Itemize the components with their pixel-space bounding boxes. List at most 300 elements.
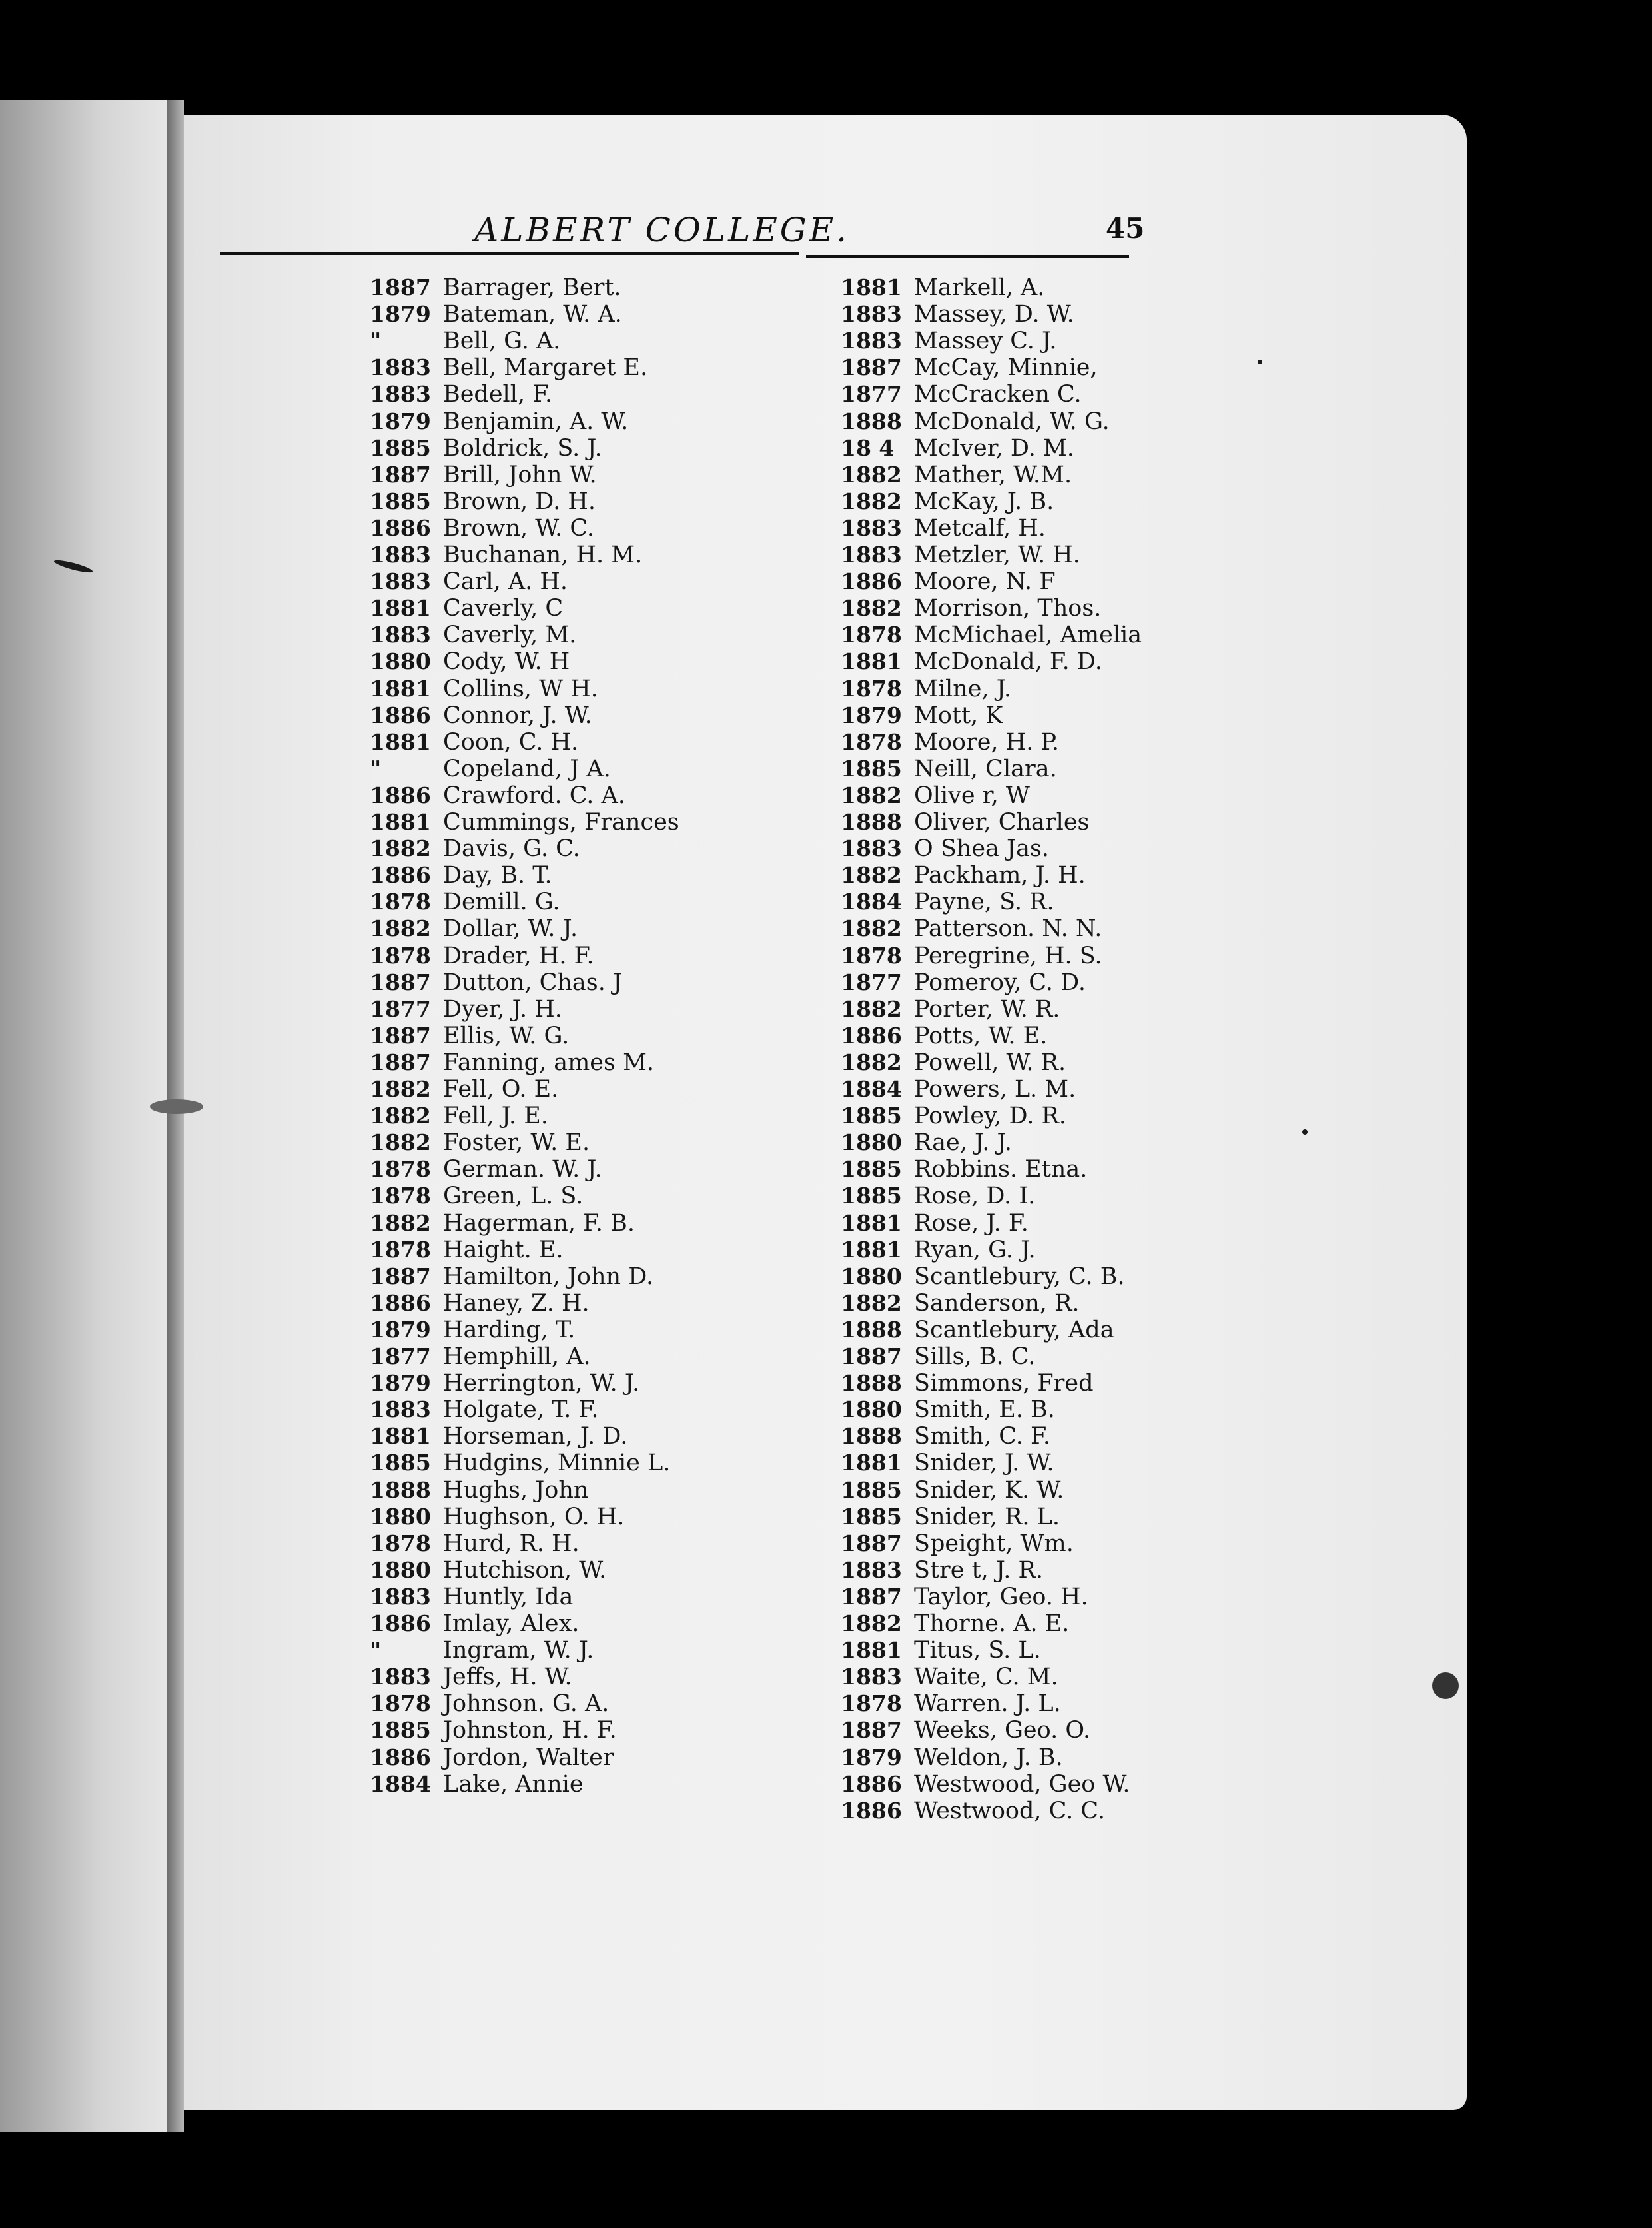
list-item <box>841 862 1086 889</box>
entry-name: Copeland, J A. <box>443 755 611 782</box>
entry-name: Hurd, R. H. <box>443 1530 580 1557</box>
entry-year: 1878 <box>841 675 902 702</box>
entry-year: 1882 <box>841 782 902 808</box>
entry-year: 1882 <box>370 915 431 942</box>
list-item <box>841 1584 1088 1610</box>
list-item <box>370 782 625 809</box>
entry-name: Massey, D. W. <box>914 301 1074 328</box>
entry-year: 1879 <box>841 702 902 728</box>
entry-year: 1888 <box>370 1476 431 1503</box>
entry-name: Demill. G. <box>443 889 560 916</box>
entry-year: 1886 <box>370 862 431 889</box>
entry-year: 1878 <box>841 1690 902 1717</box>
list-item <box>841 1504 1060 1530</box>
entry-year: 1878 <box>370 1530 431 1556</box>
entry-year: 1883 <box>370 1664 431 1690</box>
entry-name: Powers, L. M. <box>914 1076 1076 1103</box>
entry-name: Stre t, J. R. <box>914 1556 1043 1584</box>
entry-year: 1882 <box>841 995 902 1022</box>
entry-year: 1886 <box>370 1289 431 1316</box>
list-item <box>841 1263 1125 1290</box>
entry-name: Fell, O. E. <box>443 1076 559 1103</box>
entry-name: Scantlebury, Ada <box>914 1316 1114 1343</box>
entry-year: 1888 <box>841 1316 902 1343</box>
entry-year: 1883 <box>370 1396 431 1423</box>
entry-year: 1885 <box>841 1476 902 1503</box>
scan-speck <box>1302 1129 1308 1135</box>
entry-name: Caverly, M. <box>443 622 577 649</box>
entry-year: 1886 <box>370 1744 431 1770</box>
entry-year: 1888 <box>841 1423 902 1450</box>
entry-year: 1883 <box>370 381 431 408</box>
entry-year: 1878 <box>370 1183 431 1209</box>
list-item <box>841 1557 1043 1584</box>
entry-year: 1884 <box>370 1770 431 1797</box>
entry-name: Fell, J. E. <box>443 1103 548 1130</box>
list-item <box>841 1450 1054 1476</box>
entry-name: Thorne. A. E. <box>914 1610 1070 1637</box>
entry-name: Moore, H. P. <box>914 728 1060 756</box>
entry-year: 1885 <box>370 488 431 514</box>
list-item <box>841 488 1054 515</box>
entry-year: 1888 <box>841 408 902 434</box>
list-item <box>370 1396 599 1423</box>
list-item <box>841 943 1102 969</box>
entry-name: Rose, J. F. <box>914 1209 1029 1237</box>
entry-year: 1887 <box>841 1530 902 1556</box>
list-item <box>370 1156 602 1183</box>
entry-year: 1882 <box>370 1076 431 1102</box>
entry-name: Neill, Clara. <box>914 755 1057 782</box>
entry-year: 1878 <box>370 1156 431 1183</box>
entry-year: 1877 <box>370 1343 431 1369</box>
entry-name: Day, B. T. <box>443 862 552 889</box>
list-item <box>841 648 1102 675</box>
entry-year: 1887 <box>370 275 431 300</box>
entry-year: 1881 <box>841 1450 902 1476</box>
entry-name: Oliver, Charles <box>914 809 1090 835</box>
entry-year: 1881 <box>370 675 431 702</box>
entry-year: 1887 <box>370 461 431 488</box>
entry-name: Titus, S. L. <box>914 1637 1041 1664</box>
list-item <box>841 515 1046 542</box>
list-item <box>841 1076 1076 1103</box>
entry-year: 1883 <box>370 542 431 568</box>
list-item <box>370 676 598 702</box>
entry-name: Porter, W. R. <box>914 995 1060 1023</box>
list-item <box>370 1450 670 1476</box>
entry-name: Imlay, Alex. <box>443 1610 580 1637</box>
entry-year: 1882 <box>841 488 902 514</box>
entry-year: 1885 <box>370 434 431 461</box>
entry-year: 1881 <box>841 1236 902 1263</box>
entry-name: Lake, Annie <box>443 1770 584 1798</box>
list-item <box>370 1530 580 1557</box>
entry-name: Davis, G. C. <box>443 835 580 863</box>
scan-speck <box>150 1099 203 1114</box>
entry-name: Brill, John W. <box>443 461 597 488</box>
entry-name: McDonald, W. G. <box>914 408 1110 435</box>
entry-name: Hughson, O. H. <box>443 1503 625 1530</box>
entry-name: Dutton, Chas. J <box>443 969 623 996</box>
entry-name: McIver, D. M. <box>914 434 1074 462</box>
list-item <box>370 328 560 354</box>
entry-year: 1886 <box>370 514 431 541</box>
list-item <box>841 462 1072 488</box>
entry-year: 1878 <box>370 1690 431 1717</box>
entry-year: 1879 <box>370 1316 431 1343</box>
entry-year: 1886 <box>370 782 431 808</box>
list-item <box>841 915 1102 942</box>
list-item <box>841 1771 1130 1798</box>
entry-name: Weeks, Geo. O. <box>914 1717 1091 1744</box>
entry-year: 1878 <box>370 1236 431 1263</box>
list-item <box>370 435 602 462</box>
entry-name: Jeffs, H. W. <box>443 1664 572 1691</box>
entry-year: 1883 <box>841 835 902 862</box>
entry-name: Johnston, H. F. <box>443 1717 617 1744</box>
scan-speck <box>1258 360 1262 364</box>
entry-name: Taylor, Geo. H. <box>914 1583 1088 1610</box>
list-item <box>370 1504 624 1530</box>
entry-name: Metcalf, H. <box>914 514 1046 542</box>
list-item <box>370 542 642 568</box>
list-item <box>370 1263 653 1290</box>
list-item <box>370 1771 584 1798</box>
entry-name: Mather, W.M. <box>914 461 1072 488</box>
entry-year: 1881 <box>370 595 431 622</box>
entry-year: 1881 <box>841 648 902 675</box>
entry-year: 1878 <box>370 942 431 969</box>
entry-year: 1878 <box>841 942 902 969</box>
list-item <box>370 835 580 862</box>
entry-name: Patterson. N. N. <box>914 915 1102 943</box>
entry-name: Barrager, Bert. <box>443 275 621 301</box>
entry-year: 1878 <box>841 622 902 648</box>
entry-name: McKay, J. B. <box>914 488 1054 515</box>
list-item <box>841 835 1049 862</box>
entry-name: Haney, Z. H. <box>443 1289 590 1317</box>
entry-name: Bateman, W. A. <box>443 301 622 328</box>
entry-year: 1881 <box>841 275 902 300</box>
list-item <box>841 889 1054 915</box>
entry-year: 1882 <box>370 1209 431 1236</box>
entry-year: 1880 <box>841 1263 902 1289</box>
entry-year: 1882 <box>370 1129 431 1156</box>
entry-year: 1885 <box>841 1503 902 1530</box>
list-item <box>370 862 552 889</box>
scan-speck <box>1432 1672 1459 1699</box>
entry-year: 1880 <box>370 648 431 675</box>
entry-name: Snider, J. W. <box>914 1450 1054 1477</box>
list-item <box>841 1423 1050 1450</box>
list-item <box>370 1584 573 1610</box>
entry-name: Ellis, W. G. <box>443 1022 570 1049</box>
entry-year: 1882 <box>370 835 431 862</box>
entry-name: Coon, C. H. <box>443 728 579 756</box>
entry-name: Bell, Margaret E. <box>443 354 648 382</box>
header-rule-left <box>220 252 799 255</box>
entry-name: Buchanan, H. M. <box>443 542 643 568</box>
entry-name: Bell, G. A. <box>443 328 561 355</box>
entry-year: 1882 <box>841 915 902 942</box>
entry-year: 1885 <box>370 1450 431 1476</box>
entry-name: Rae, J. J. <box>914 1129 1012 1157</box>
entry-name: Connor, J. W. <box>443 702 592 729</box>
entry-name: Potts, W. E. <box>914 1022 1048 1049</box>
entry-name: Cody, W. H <box>443 648 570 676</box>
entry-year: 1882 <box>841 1289 902 1316</box>
entry-year: 1878 <box>841 728 902 755</box>
entry-name: Horseman, J. D. <box>443 1423 628 1450</box>
entry-name: Robbins. Etna. <box>914 1156 1088 1183</box>
entry-year: 1883 <box>841 1664 902 1690</box>
list-item <box>841 1370 1094 1396</box>
entry-year: 1882 <box>841 1610 902 1636</box>
entry-year: 1881 <box>370 728 431 755</box>
entry-year: 1880 <box>370 1556 431 1583</box>
entry-year: 1883 <box>841 328 902 354</box>
entry-name: Hemphill, A. <box>443 1343 591 1370</box>
entry-name: Ingram, W. J. <box>443 1637 594 1664</box>
entry-name: Hamilton, John D. <box>443 1263 654 1290</box>
list-item <box>841 1610 1069 1637</box>
entry-name: Dyer, J. H. <box>443 995 562 1023</box>
entry-name: Hutchison, W. <box>443 1556 607 1584</box>
list-item <box>841 1023 1047 1049</box>
entry-year: 1882 <box>841 595 902 622</box>
entry-year: 1887 <box>841 1717 902 1744</box>
list-item <box>841 1156 1087 1183</box>
entry-year: 1880 <box>841 1396 902 1423</box>
list-item <box>841 756 1057 782</box>
list-item <box>841 408 1110 435</box>
list-item <box>370 969 622 996</box>
list-item <box>370 1076 558 1103</box>
entry-name: Peregrine, H. S. <box>914 942 1102 969</box>
list-item <box>841 1477 1064 1504</box>
list-item <box>370 1183 583 1209</box>
list-item <box>370 354 647 381</box>
page-number: 45 <box>1106 212 1145 245</box>
entry-year: 1885 <box>370 1717 431 1744</box>
entry-name: Massey C. J. <box>914 328 1057 355</box>
entry-year: 1883 <box>841 1556 902 1583</box>
entry-year: 1886 <box>841 1797 902 1824</box>
list-item <box>370 1343 591 1370</box>
list-item <box>370 275 621 301</box>
entry-name: Morrison, Thos. <box>914 595 1102 622</box>
list-item <box>841 595 1101 622</box>
list-item <box>841 435 1074 462</box>
entry-year: 1881 <box>370 809 431 835</box>
list-item <box>370 568 568 595</box>
entry-year: 1879 <box>370 301 431 328</box>
entry-name: McDonald, F. D. <box>914 648 1102 676</box>
entry-name: Huntly, Ida <box>443 1583 574 1610</box>
entry-year: 1882 <box>370 1103 431 1129</box>
entry-name: Powley, D. R. <box>914 1103 1066 1130</box>
entry-year: 1877 <box>370 995 431 1022</box>
entry-year: 1888 <box>841 809 902 835</box>
entry-year: 1881 <box>841 1637 902 1664</box>
list-item <box>841 1690 1061 1717</box>
entry-year: 1887 <box>841 354 902 381</box>
list-item <box>841 996 1060 1023</box>
list-item <box>370 1717 617 1744</box>
entry-year: 1887 <box>841 1583 902 1610</box>
entry-name: Olive r, W <box>914 782 1030 809</box>
list-item <box>370 462 597 488</box>
list-item <box>841 301 1074 328</box>
entry-year: 1879 <box>370 408 431 434</box>
entry-name: Bedell, F. <box>443 381 553 408</box>
entry-name: Sills, B. C. <box>914 1343 1036 1370</box>
list-item <box>370 1049 654 1076</box>
list-item <box>370 1290 590 1317</box>
entry-year: 1885 <box>841 1103 902 1129</box>
entry-name: Jordon, Walter <box>443 1744 614 1771</box>
list-item <box>370 943 594 969</box>
list-item <box>841 809 1090 835</box>
list-item <box>370 1317 575 1343</box>
entry-year: 1883 <box>841 514 902 541</box>
list-item <box>841 1129 1012 1156</box>
entry-name: Westwood, Geo W. <box>914 1770 1130 1798</box>
book-gutter <box>167 100 184 2132</box>
entry-name: Fanning, ames M. <box>443 1049 655 1076</box>
entry-name: Rose, D. I. <box>914 1183 1036 1210</box>
list-item <box>841 702 1003 729</box>
list-item <box>841 1049 1066 1076</box>
entry-name: Simmons, Fred <box>914 1370 1094 1397</box>
entry-name: Boldrick, S. J. <box>443 434 602 462</box>
entry-name: McCay, Minnie, <box>914 354 1098 382</box>
list-item <box>370 1103 548 1129</box>
list-item <box>841 1317 1114 1343</box>
entry-name: Haight. E. <box>443 1236 564 1263</box>
list-item <box>370 1664 572 1690</box>
list-item <box>370 915 578 942</box>
header-rule-right <box>806 255 1129 258</box>
list-item <box>841 729 1059 756</box>
list-item <box>370 1690 609 1717</box>
entry-year: 1886 <box>841 1022 902 1049</box>
list-item <box>841 1798 1105 1824</box>
entry-year: 1883 <box>370 1583 431 1610</box>
entry-name: Markell, A. <box>914 275 1045 301</box>
list-item <box>370 1023 569 1049</box>
list-item <box>841 676 1011 702</box>
entry-year: 1886 <box>841 568 902 595</box>
list-item <box>841 1744 1063 1771</box>
list-item <box>841 1343 1035 1370</box>
entry-name: Cummings, Frances <box>443 809 679 835</box>
list-item <box>370 408 628 435</box>
entry-name: Mott, K <box>914 702 1003 729</box>
entry-name: Collins, W H. <box>443 675 598 702</box>
list-item <box>370 1129 590 1156</box>
list-item <box>841 275 1044 301</box>
list-item <box>370 1423 627 1450</box>
entry-year: 1883 <box>370 568 431 595</box>
list-item <box>370 595 563 622</box>
list-item <box>841 328 1056 354</box>
list-item <box>841 969 1086 996</box>
list-item <box>370 1557 606 1584</box>
entry-name: Benjamin, A. W. <box>443 408 629 435</box>
entry-year: 1883 <box>370 622 431 648</box>
list-item <box>370 1744 614 1771</box>
list-item <box>370 381 552 408</box>
list-item <box>370 1210 635 1237</box>
list-item <box>841 1183 1035 1209</box>
list-item <box>370 1637 594 1664</box>
list-item <box>370 1370 639 1396</box>
list-item <box>841 542 1080 568</box>
entry-name: McMichael, Amelia <box>914 622 1142 649</box>
entry-name: Crawford. C. A. <box>443 782 625 809</box>
entry-name: Smith, C. F. <box>914 1423 1050 1450</box>
list-item <box>841 1396 1055 1423</box>
entry-name: Payne, S. R. <box>914 889 1054 916</box>
entry-name: Waite, C. M. <box>914 1664 1058 1691</box>
entry-year: 1884 <box>841 1076 902 1102</box>
list-item <box>370 1477 588 1504</box>
entry-year: 1882 <box>841 1049 902 1075</box>
entry-name: Snider, R. L. <box>914 1503 1060 1530</box>
list-item <box>841 1717 1090 1744</box>
list-item <box>841 622 1142 648</box>
entry-name: O Shea Jas. <box>914 835 1050 863</box>
list-item <box>370 488 596 515</box>
entry-year: 1882 <box>841 461 902 488</box>
scan-background <box>1467 115 1652 2228</box>
list-item <box>370 622 576 648</box>
entry-year: 1887 <box>370 1263 431 1289</box>
list-item <box>841 1290 1080 1317</box>
list-item <box>370 301 622 328</box>
entry-year: 1886 <box>841 1770 902 1797</box>
entry-name: Hagerman, F. B. <box>443 1209 635 1237</box>
entry-year: 1881 <box>370 1423 431 1450</box>
entry-name: Speight, Wm. <box>914 1530 1074 1557</box>
entry-name: Packham, J. H. <box>914 862 1086 889</box>
entry-name: Westwood, C. C. <box>914 1797 1106 1824</box>
list-item <box>370 996 562 1023</box>
entry-name: McCracken C. <box>914 381 1082 408</box>
entry-name: Hudgins, Minnie L. <box>443 1450 671 1477</box>
list-item <box>841 1210 1029 1237</box>
list-item <box>370 1610 580 1637</box>
list-item <box>841 568 1056 595</box>
list-item <box>370 889 560 915</box>
entry-name: Warren. J. L. <box>914 1690 1061 1718</box>
entry-year: 1883 <box>841 542 902 568</box>
entry-name: Sanderson, R. <box>914 1289 1080 1317</box>
list-item <box>370 648 570 675</box>
entry-name: Snider, K. W. <box>914 1476 1064 1504</box>
list-item <box>841 1637 1041 1664</box>
entry-name: Herrington, W. J. <box>443 1370 640 1397</box>
list-item <box>370 729 578 756</box>
entry-year: 1883 <box>841 301 902 328</box>
entry-year: 1887 <box>370 1022 431 1049</box>
list-item <box>370 1237 564 1263</box>
entry-name: Harding, T. <box>443 1316 576 1343</box>
list-item <box>370 702 592 729</box>
entry-year: 1881 <box>841 1209 902 1236</box>
